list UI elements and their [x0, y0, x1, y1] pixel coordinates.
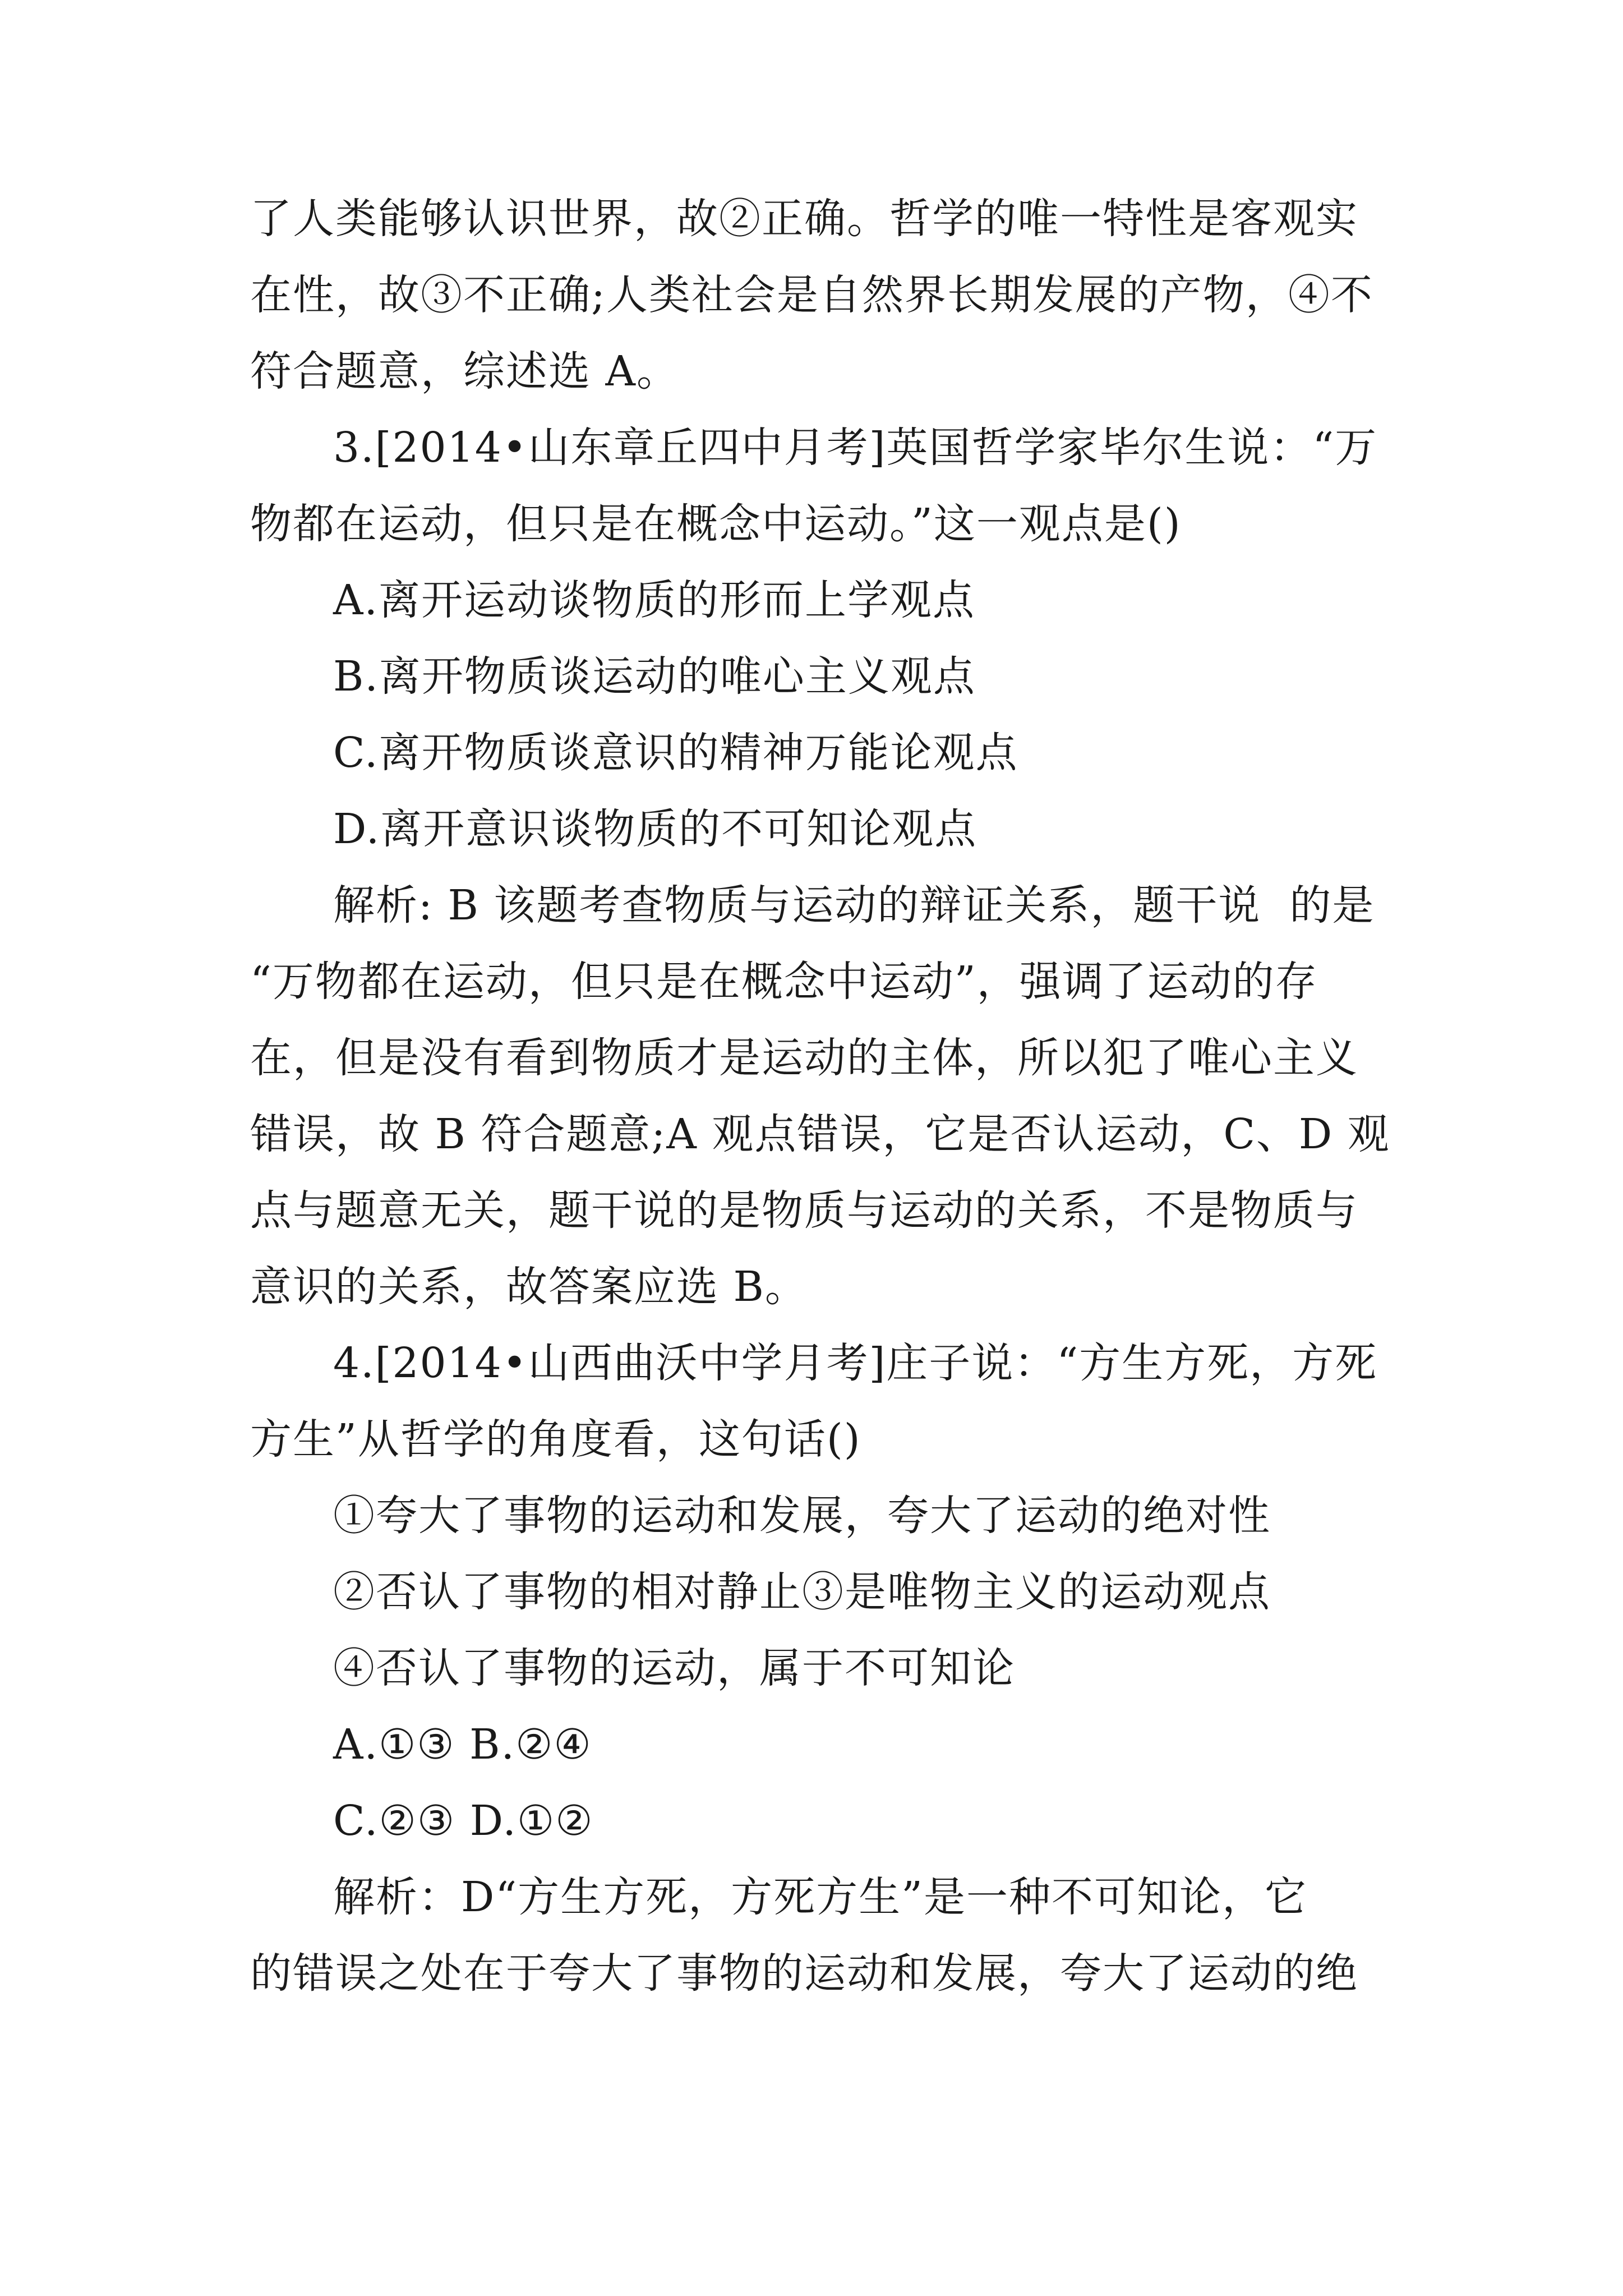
text-line: 解析: B 该题考查物质与运动的辩证关系，题干说 的是 — [333, 881, 1375, 930]
text-line: 在，但是没有看到物质才是运动的主体，所以犯了唯心主义 — [250, 1034, 1358, 1082]
text-line: 4.[2014•山西曲沃中学月考]庄子说：“方生方死，方死 — [333, 1339, 1378, 1387]
text-line: 了人类能够认识世界，故②正确。哲学的唯一特性是客观实 — [250, 195, 1358, 243]
text-line: 的错误之处在于夸大了事物的运动和发展，夸大了运动的绝 — [250, 1949, 1358, 1998]
text-line: ④否认了事物的运动，属于不可知论 — [333, 1644, 1015, 1692]
text-line: A.离开运动谈物质的形而上学观点 — [333, 576, 975, 624]
text-line: 意识的关系，故答案应选 B。 — [250, 1263, 808, 1311]
text-line: ①夸大了事物的运动和发展，夸大了运动的绝对性 — [333, 1492, 1271, 1540]
text-line: C.离开物质谈意识的精神万能论观点 — [333, 729, 1018, 777]
text-line: 物都在运动，但只是在概念中运动。”这一观点是() — [250, 500, 1182, 548]
text-line: D.离开意识谈物质的不可知论观点 — [333, 805, 978, 853]
text-line: B.离开物质谈运动的唯心主义观点 — [333, 652, 976, 701]
document-body — [250, 181, 1394, 2012]
text-line: 符合题意，综述选 A。 — [250, 347, 679, 395]
text-line: A.①③ B.②④ — [333, 1720, 592, 1769]
text-line: 在性，故③不正确;人类社会是自然界长期发展的产物，④不 — [250, 271, 1373, 319]
text-line: 错误，故 B 符合题意;A 观点错误，它是否认运动，C、D 观 — [250, 1110, 1390, 1158]
text-line: C.②③ D.①② — [333, 1797, 594, 1845]
text-line: 3.[2014•山东章丘四中月考]英国哲学家毕尔生说：“万 — [333, 424, 1378, 472]
text-line: 解析：D“方生方死，方死方生”是一种不可知论，它 — [333, 1873, 1307, 1921]
text-line: ②否认了事物的相对静止③是唯物主义的运动观点 — [333, 1568, 1271, 1616]
text-line: 方生”从哲学的角度看，这句话() — [250, 1415, 861, 1464]
text-line: 点与题意无关，题干说的是物质与运动的关系，不是物质与 — [250, 1186, 1358, 1235]
text-line: “万物都在运动，但只是在概念中运动”，强调了运动的存 — [250, 958, 1318, 1006]
